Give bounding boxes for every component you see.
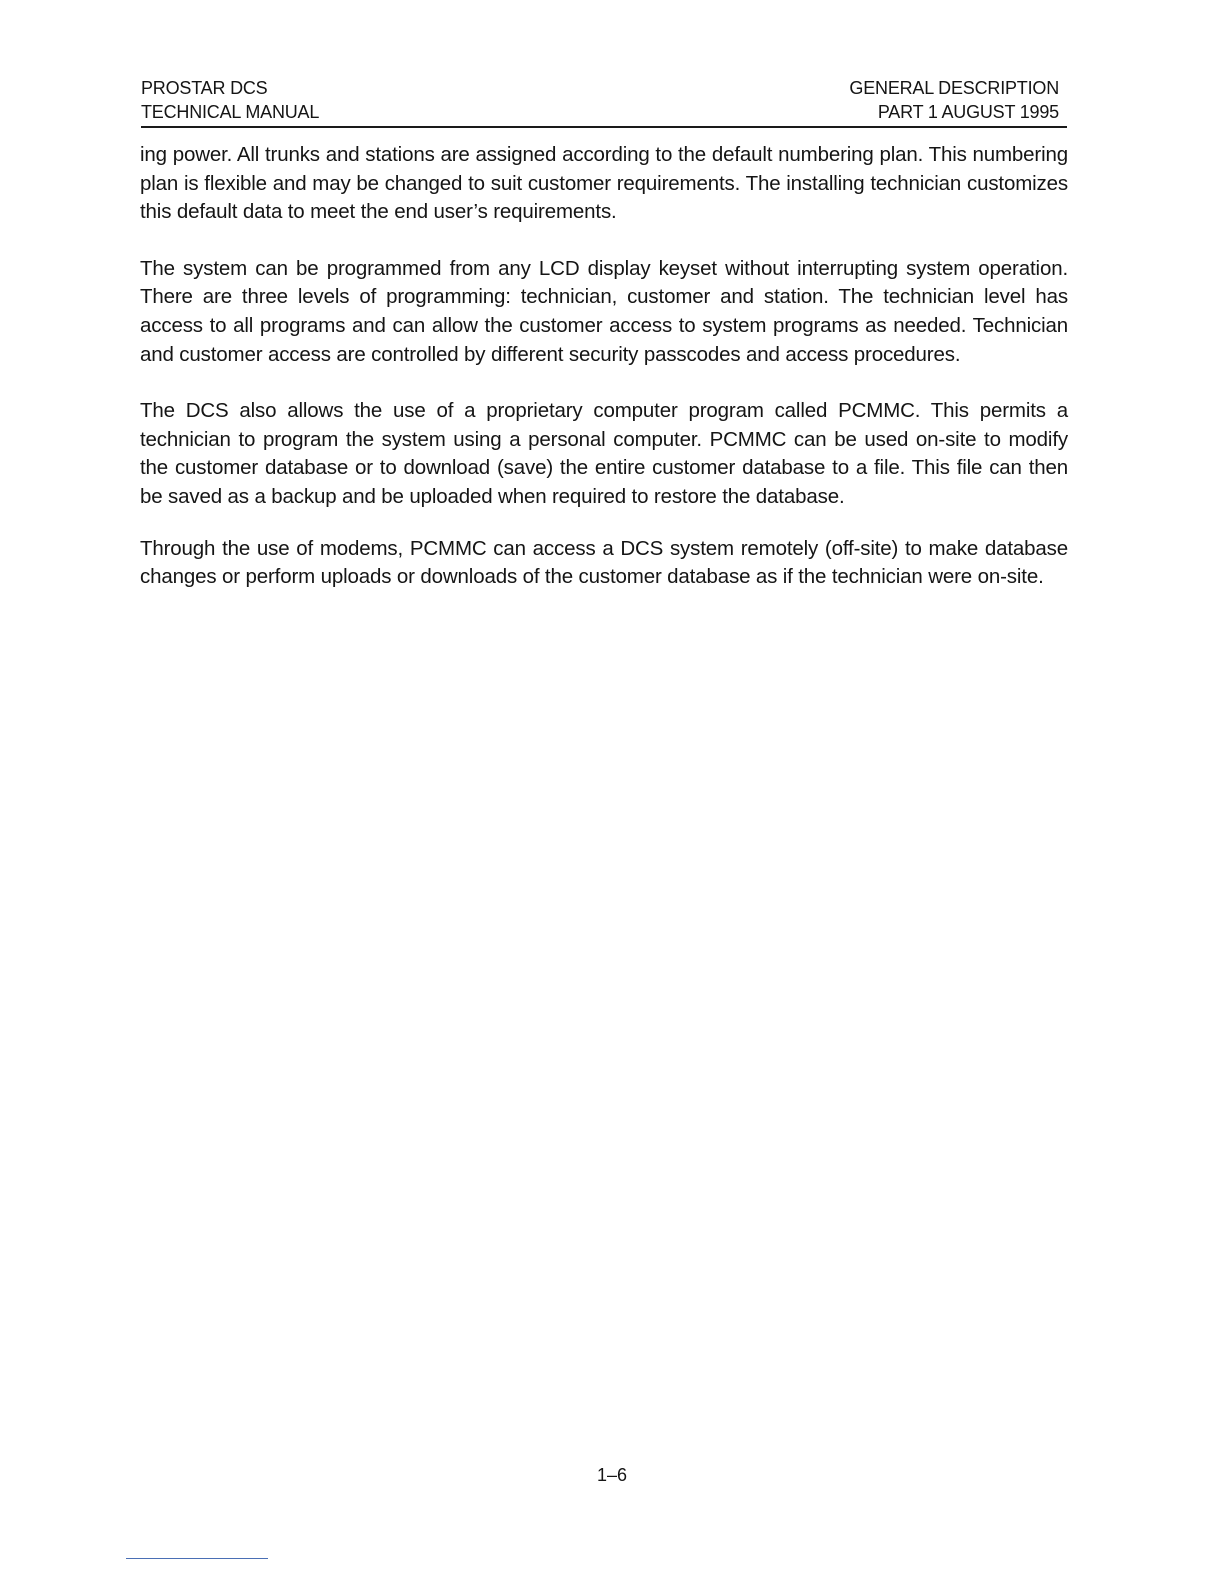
paragraph-modems: Through the use of modems, PCMMC can access a DCS system remotely (off-site) to make database changes or perform uploads or downloads of the customer database as if the technician were on-site.	[140, 536, 1068, 589]
running-header	[141, 72, 1067, 128]
header-section-title: GENERAL DESCRIPTION	[849, 78, 1059, 98]
header-left	[141, 76, 319, 124]
header-manual-title: TECHNICAL MANUAL	[141, 102, 320, 122]
header-part-date: PART 1 AUGUST 1995	[877, 102, 1059, 122]
body-text	[140, 141, 1068, 592]
paragraph-programming-levels: The system can be programmed from any LCD display keyset without interrupting system operation. There are three levels of programming: technician, customer and station. The technician level has access to all programs and can allow the customer access to system programs as needed. Technician and customer access are controlled by different security passcodes and access procedures.	[140, 256, 1068, 366]
page-number: 1–6	[596, 1465, 628, 1485]
header-right	[849, 76, 1059, 124]
paragraph-continued-numbering-plan: ing power. All trunks and stations are assigned according to the default numbering plan. This numbering plan is flexible and may be changed to suit customer requirements. The installing technician customizes this default data to meet the end user’s requirements.	[140, 143, 1068, 224]
paragraph-pcmmc: The DCS also allows the use of a proprietary computer program called PCMMC. This permits a technician to program the system using a personal computer. PCMMC can be used on-site to modify the customer database or to download (save) the entire customer database to a file. This file can then be saved as a backup and be uploaded when required to restore the database.	[140, 399, 1068, 508]
header-product-title: PROSTAR DCS	[141, 78, 268, 98]
footnote-divider	[126, 1558, 268, 1559]
